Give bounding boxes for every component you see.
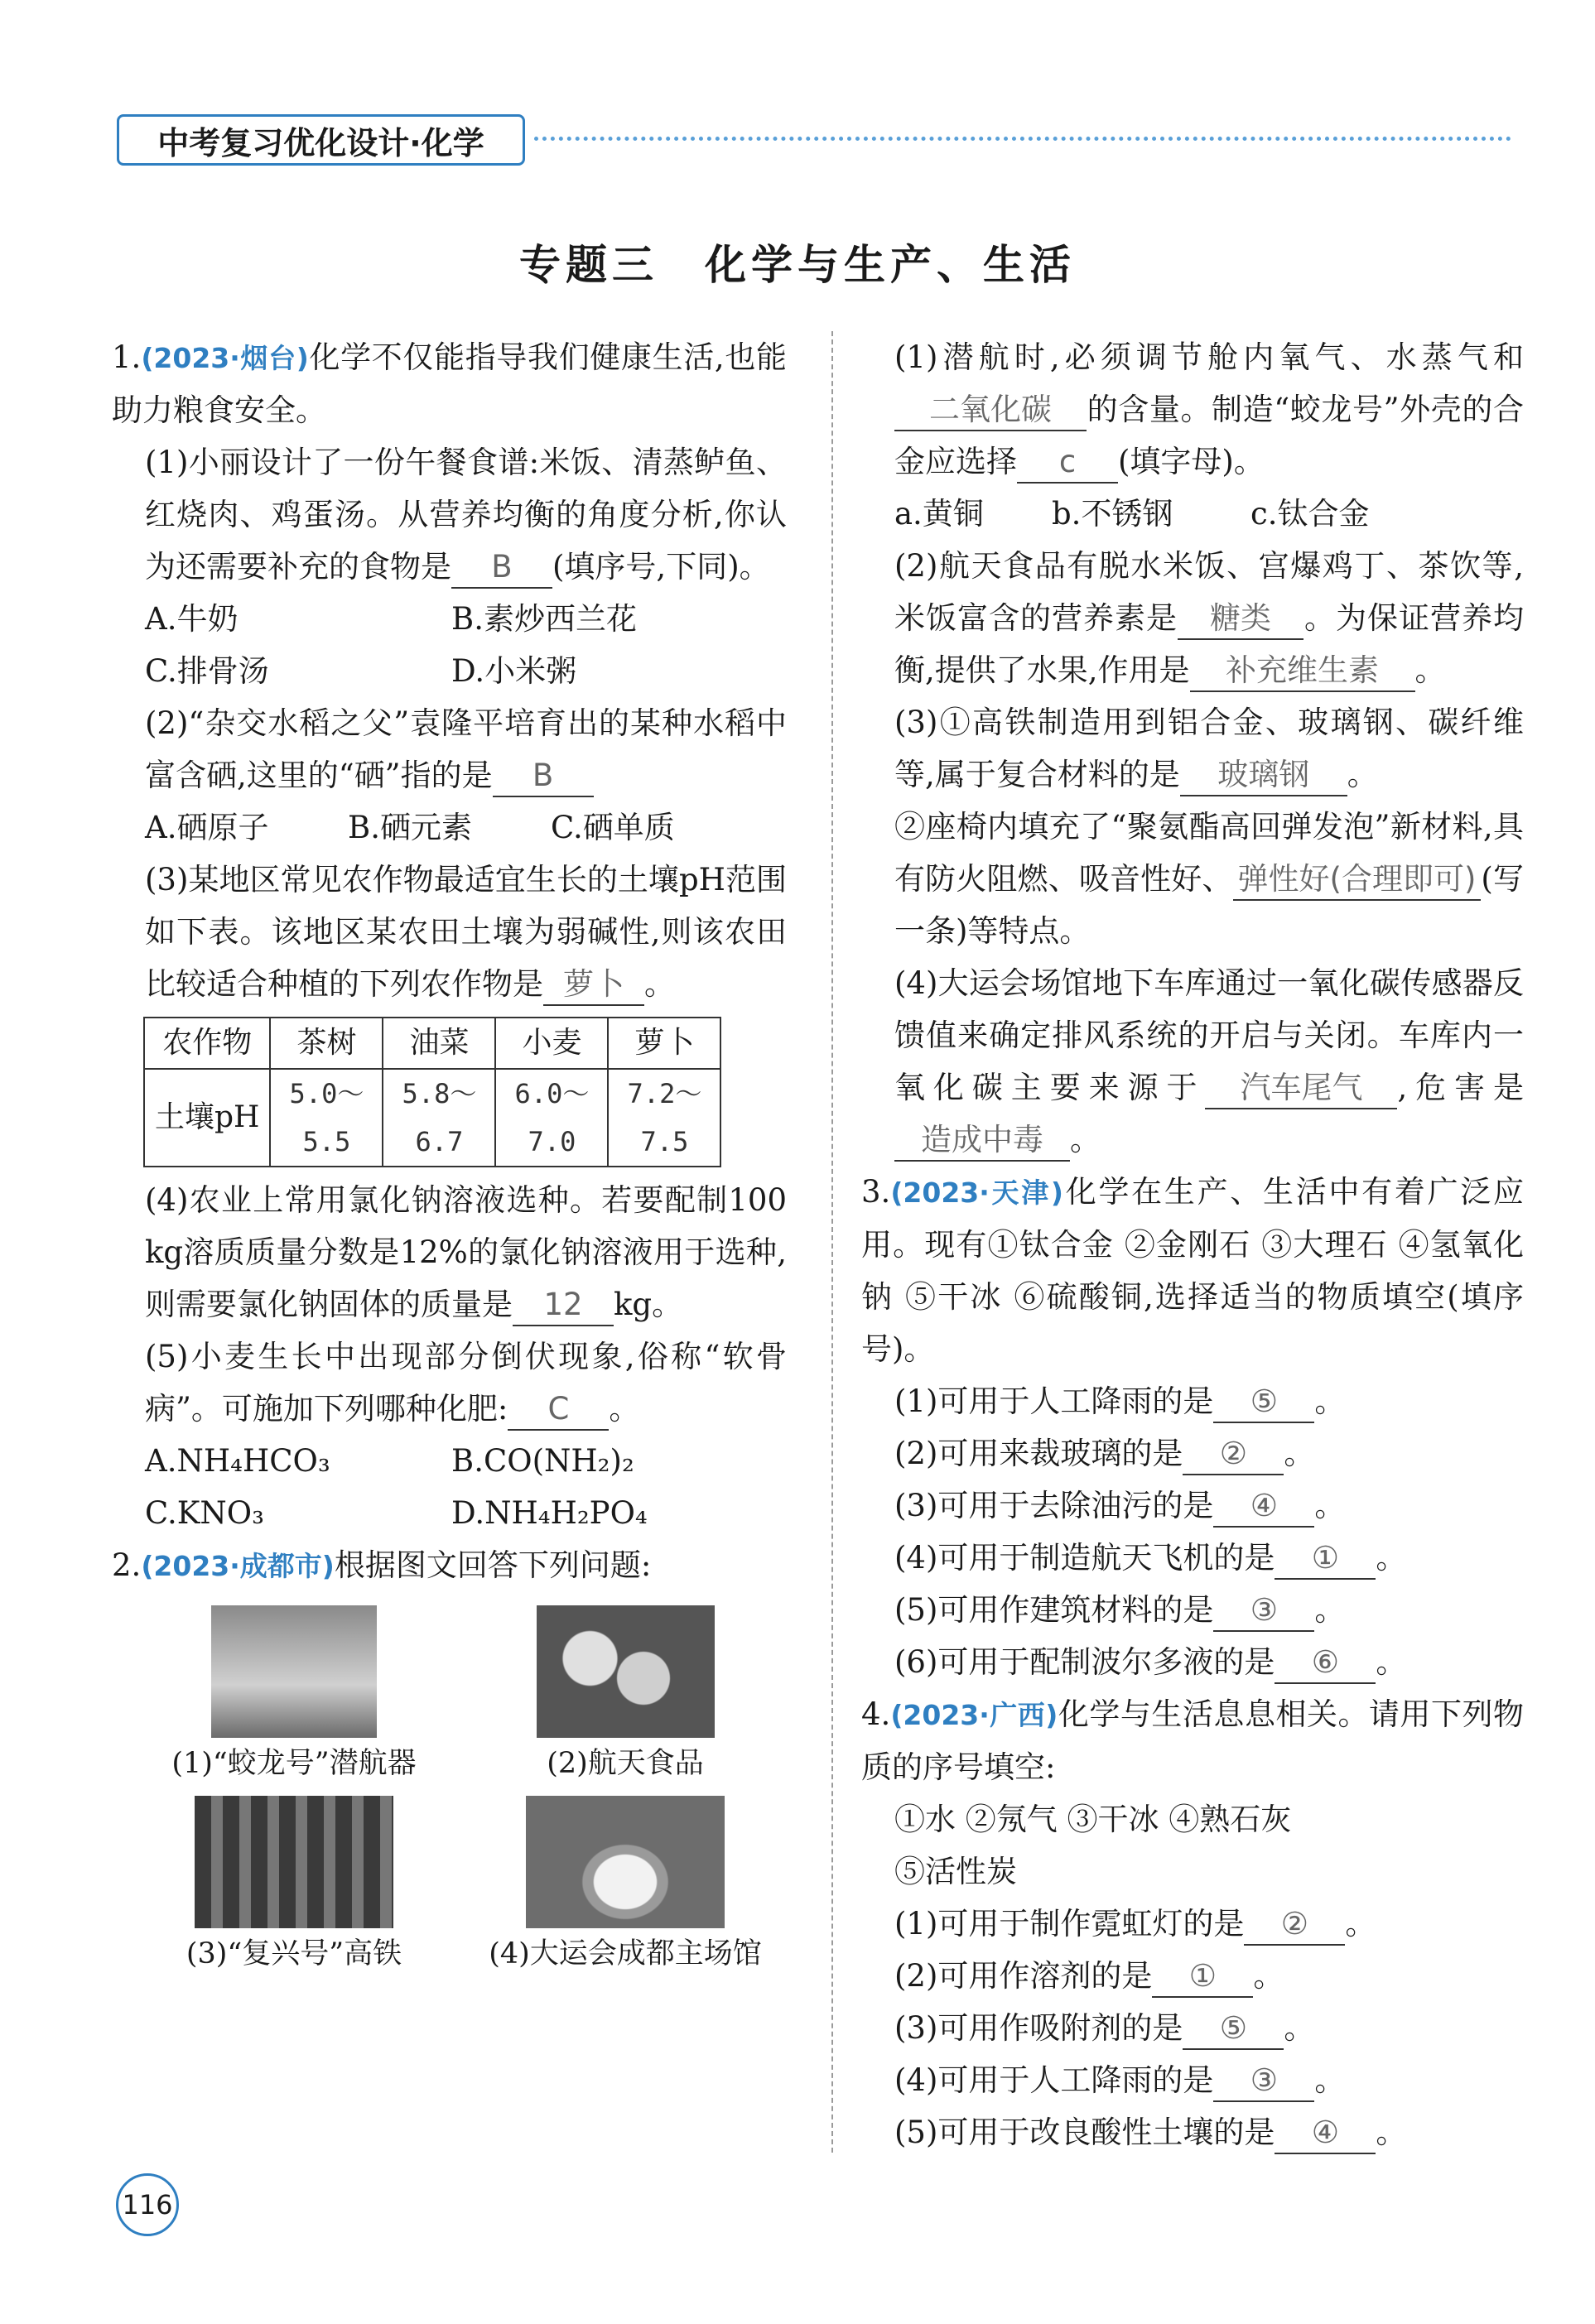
q1-part5-options (112, 1435, 787, 1487)
part-text-after: 。 (609, 1391, 640, 1427)
item-text: (2)可用作溶剂的是 (894, 1958, 1153, 1994)
table-header-cell: 油菜 (383, 1018, 495, 1069)
part-text-after: 。 (644, 966, 675, 1002)
column-divider (831, 331, 833, 2153)
table-header-cell: 萝卜 (608, 1018, 720, 1069)
answer-blank: ⑥ (1275, 1643, 1376, 1684)
option-a: A.NH₄HCO₃ (145, 1443, 330, 1479)
q3-stem (861, 1166, 1524, 1375)
astronauts-photo (537, 1605, 715, 1738)
item-end: 。 (1314, 1383, 1346, 1419)
answer-blank: ③ (1213, 2061, 1314, 2102)
q2-part3 (861, 696, 1524, 801)
q2-stem (112, 1539, 787, 1592)
answer-blank: ⑤ (1213, 1382, 1314, 1423)
table-cell (608, 1069, 720, 1167)
q1-part2-options (112, 801, 787, 854)
stadium-photo (526, 1796, 725, 1928)
answer-blank: C (508, 1389, 609, 1431)
figure-train (145, 1796, 443, 1975)
header-dotted-rule (534, 137, 1511, 141)
part-text: 。为保证营养均衡,提供了水果,作用是 (894, 600, 1524, 688)
answer-blank: 12 (513, 1285, 614, 1326)
question-text: 根据图文回答下列问题: (334, 1547, 652, 1583)
part-text: (2)“杂交水稻之父”袁隆平培育出的某种水稻中富含硒,这里的“硒”指的是 (145, 705, 787, 793)
item-text: (3)可用于去除油污的是 (894, 1488, 1214, 1523)
left-column (112, 331, 787, 1975)
table-header-cell: 农作物 (144, 1018, 270, 1069)
part-text: (写一条)等特点。 (894, 861, 1524, 949)
q3-item (861, 1636, 1524, 1688)
table-cell (495, 1069, 608, 1167)
answer-blank: B (451, 547, 552, 589)
table-row-label: 土壤pH (144, 1069, 270, 1167)
submersible-photo (211, 1605, 377, 1738)
q4-substances: ①水 ②氖气 ③干冰 ④熟石灰 (894, 1802, 1292, 1837)
option-c: C.KNO₃ (145, 1495, 264, 1531)
item-end: 。 (1253, 1958, 1284, 1994)
option-c: C.排骨汤 (145, 653, 269, 689)
answer-blank: ① (1152, 1956, 1253, 1998)
part-text: (5)小麦生长中出现部分倒伏现象,俗称“软骨病”。可施加下列哪种化肥: (145, 1339, 787, 1427)
soil-ph-table (143, 1017, 721, 1167)
answer-blank: ④ (1275, 2113, 1376, 2154)
q3-item (861, 1480, 1524, 1532)
part-text: ②座椅内填充了“聚氨酯高回弹发泡”新材料,具有防火阻燃、吸音性好、 (894, 809, 1524, 897)
q2-figures (145, 1605, 774, 1975)
question-text: 化学与生活息息相关。请用下列物质的序号填空: (861, 1696, 1525, 1785)
option-a: A.牛奶 (145, 601, 239, 637)
item-end: 。 (1284, 1436, 1315, 1471)
answer-blank: 汽车尾气 (1205, 1068, 1397, 1109)
q1-stem (112, 331, 787, 436)
q2-part2 (861, 540, 1524, 696)
figure-stadium (476, 1796, 774, 1975)
item-end: 。 (1376, 2115, 1407, 2150)
part-text: 。 (1414, 652, 1446, 688)
figure-caption: (1)“蛟龙号”潜航器 (171, 1747, 417, 1780)
part-text: (4)大运会场馆地下车库通过一氧化碳传感器反馈值来确定排风系统的开启与关闭。车库内一氧化碳主要来源于 (894, 965, 1524, 1105)
q4-item (861, 2106, 1524, 2158)
item-text: (2)可用来裁玻璃的是 (894, 1436, 1183, 1471)
item-text: (4)可用于制造航天飞机的是 (894, 1540, 1275, 1576)
part-text-after: (填序号,下同)。 (552, 549, 770, 585)
option-a: A.硒原子 (145, 810, 269, 845)
q4-item (861, 2002, 1524, 2054)
question-text: 化学在生产、生活中有着广泛应用。现有①钛合金 ②金刚石 ③大理石 ④氢氧化钠 ⑤干冰 ⑥硫酸铜,选择适当的物质填空(填序号)。 (861, 1174, 1525, 1367)
q4-substances-2: ⑤活性炭 (894, 1854, 1017, 1889)
book-title-box (117, 114, 525, 166)
item-text: (1)可用于制作霓虹灯的是 (894, 1906, 1245, 1941)
q1-part2 (112, 697, 787, 801)
ph-high: 7.0 (528, 1126, 576, 1157)
answer-blank: c (1017, 442, 1118, 484)
item-text: (1)可用于人工降雨的是 (894, 1383, 1214, 1419)
answer-blank: B (493, 756, 594, 797)
answer-blank: 玻璃钢 (1180, 755, 1347, 796)
part-text: (1)潜航时,必须调节舱内氧气、水蒸气和 (894, 339, 1524, 375)
ph-low: 5.8～ (402, 1078, 477, 1109)
question-source: (2023·广西) (890, 1699, 1058, 1731)
part-text: (1)小丽设计了一份午餐食谱:米饭、清蒸鲈鱼、红烧肉、鸡蛋汤。从营养均衡的角度分析,你认为还需要补充的食物是 (145, 445, 787, 585)
q3-item (861, 1532, 1524, 1584)
option-b: B.硒元素 (348, 810, 472, 845)
ph-low: 7.2～ (627, 1078, 702, 1109)
item-end: 。 (1376, 1540, 1407, 1576)
part-text: 。 (1347, 757, 1378, 792)
item-end: 。 (1376, 1644, 1407, 1680)
answer-blank: ① (1275, 1538, 1376, 1580)
q4-stem (861, 1688, 1524, 1793)
part-text-after: kg。 (614, 1287, 683, 1322)
item-text: (5)可用作建筑材料的是 (894, 1592, 1214, 1628)
q3-item (861, 1427, 1524, 1480)
ph-high: 6.7 (415, 1126, 464, 1157)
option-b: B.素炒西兰花 (451, 601, 637, 637)
ph-high: 7.5 (640, 1126, 689, 1157)
answer-blank: 弹性好(合理即可) (1233, 859, 1482, 901)
question-source: (2023·烟台) (141, 342, 309, 374)
page-title: 专题三 化学与生产、生活 (519, 240, 1076, 289)
question-number: 1. (112, 339, 142, 375)
q1-part5-options-2 (112, 1487, 787, 1539)
part-text: (2)航天食品有脱水米饭、宫爆鸡丁、茶饮等,米饭富含的营养素是 (894, 548, 1524, 636)
q1-part1 (112, 436, 787, 593)
q4-item (861, 1898, 1524, 1950)
item-end: 。 (1314, 1488, 1346, 1523)
book-title: 中考复习优化设计·化学 (157, 124, 484, 161)
figure-caption: (3)“复兴号”高铁 (186, 1937, 402, 1970)
item-end: 。 (1284, 2010, 1315, 2046)
table-header-cell: 小麦 (495, 1018, 608, 1069)
answer-blank: ⑤ (1183, 2009, 1284, 2050)
answer-blank: 萝卜 (543, 965, 644, 1006)
option-a: a.黄铜 (894, 496, 984, 532)
train-interior-photo (195, 1796, 393, 1928)
answer-blank: 补充维生素 (1190, 651, 1415, 692)
q3-item (861, 1375, 1524, 1427)
part-text: ,危害是 (1397, 1070, 1525, 1105)
figure-submersible (145, 1605, 443, 1784)
option-d: D.小米粥 (451, 653, 577, 689)
q4-item (861, 1950, 1524, 2002)
q1-part3 (112, 854, 787, 1010)
question-source: (2023·天津) (890, 1176, 1064, 1209)
q1-part1-options (112, 593, 787, 645)
part-text: (填字母)。 (1118, 444, 1265, 479)
answer-blank: ② (1244, 1904, 1345, 1946)
option-b: b.不锈钢 (1052, 496, 1173, 532)
ph-high: 5.5 (302, 1126, 351, 1157)
question-number: 3. (861, 1174, 891, 1210)
table-row (144, 1069, 720, 1167)
q2-part3-2 (861, 801, 1524, 957)
option-c: c.钛合金 (1250, 496, 1370, 532)
answer-blank: 糖类 (1178, 599, 1303, 640)
q1-part5 (112, 1330, 787, 1435)
item-text: (5)可用于改良酸性土壤的是 (894, 2115, 1275, 2150)
figure-caption: (2)航天食品 (547, 1747, 704, 1780)
answer-blank: 二氧化碳 (894, 390, 1087, 431)
item-text: (4)可用于人工降雨的是 (894, 2062, 1214, 2098)
part-text: (3)某地区常见农作物最适宜生长的土壤pH范围如下表。该地区某农田土壤为弱碱性,则该农田比较适合种植的下列农作物是 (145, 862, 787, 1002)
figure-caption: (4)大运会成都主场馆 (489, 1937, 762, 1970)
table-cell (383, 1069, 495, 1167)
ph-low: 5.0～ (289, 1078, 364, 1109)
item-end: 。 (1314, 2062, 1346, 2098)
part-text: 。 (1070, 1122, 1101, 1157)
question-source: (2023·成都市) (141, 1550, 335, 1582)
answer-blank: ④ (1213, 1486, 1314, 1528)
table-cell (270, 1069, 383, 1167)
part-text: (3)①高铁制造用到铝合金、玻璃钢、碳纤维等,属于复合材料的是 (894, 705, 1524, 792)
figure-space-food (476, 1605, 774, 1784)
question-text: 化学不仅能指导我们健康生活,也能助力粮食安全。 (112, 339, 787, 428)
option-d: D.NH₄H₂PO₄ (451, 1495, 648, 1531)
answer-blank: ③ (1213, 1590, 1314, 1632)
item-end: 。 (1345, 1906, 1376, 1941)
part-text: 的含量。制造“蛟龙号”外壳的合金应选择 (894, 392, 1524, 479)
option-b: B.CO(NH₂)₂ (451, 1443, 634, 1479)
item-end: 。 (1314, 1592, 1346, 1628)
item-text: (6)可用于配制波尔多液的是 (894, 1644, 1275, 1680)
q2-part1-options (861, 488, 1524, 540)
option-c: C.硒单质 (551, 810, 675, 845)
q3-item (861, 1584, 1524, 1636)
page-number: 116 (116, 2173, 179, 2236)
q1-part4 (112, 1174, 787, 1330)
q2-part1 (861, 331, 1524, 488)
ph-low: 6.0～ (514, 1078, 590, 1109)
q4-item (861, 2054, 1524, 2106)
answer-blank: 造成中毒 (894, 1120, 1070, 1162)
item-text: (3)可用作吸附剂的是 (894, 2010, 1183, 2046)
q1-part1-options-2 (112, 645, 787, 697)
table-header-cell: 茶树 (270, 1018, 383, 1069)
q2-part4 (861, 957, 1524, 1166)
table-header-row (144, 1018, 720, 1069)
question-number: 4. (861, 1696, 891, 1732)
answer-blank: ② (1183, 1434, 1284, 1475)
part-text: (4)农业上常用氯化钠溶液选种。若要配制100 kg溶质质量分数是12%的氯化钠溶液用于选种,则需要氯化钠固体的质量是 (145, 1182, 787, 1322)
question-number: 2. (112, 1547, 142, 1583)
right-column (861, 331, 1524, 2158)
